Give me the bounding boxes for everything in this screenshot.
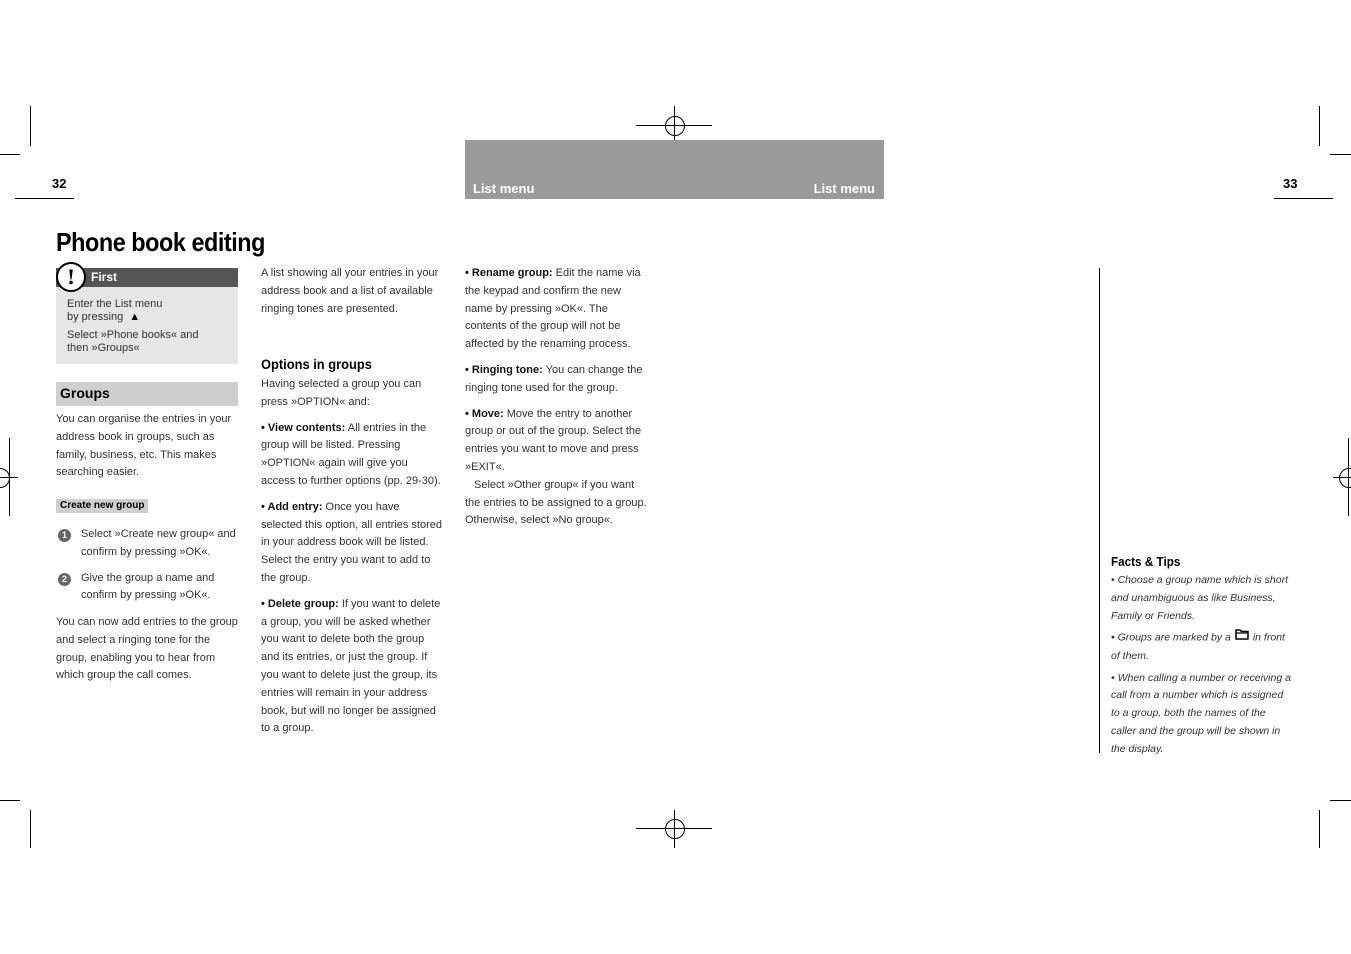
option-term: • View contents: <box>261 421 346 434</box>
groups-after <box>56 614 240 693</box>
options-intro: Having selected a group you can press »OPTION« and: <box>261 378 422 408</box>
tip-item <box>1111 629 1291 665</box>
up-arrow-key-icon: ▲ <box>129 311 141 323</box>
list-item <box>261 596 443 738</box>
sidebar-divider <box>1099 268 1100 753</box>
option-text: Move the entry to another group or out of the group. Select the entries you want to move and press »EXIT«. <box>465 407 642 473</box>
list-intro <box>261 265 443 326</box>
options-heading: Options in groups <box>261 356 372 372</box>
first-label: First <box>91 270 118 284</box>
first-box-header <box>56 265 238 289</box>
step-number-badge: 1 <box>58 529 71 542</box>
groups-heading: Groups <box>60 385 110 401</box>
groups-intro <box>56 411 240 490</box>
page-number-left: 32 <box>52 176 67 191</box>
section-label-left: List menu <box>473 181 535 196</box>
first-line1: Enter the List menu <box>67 298 163 310</box>
page-number-right: 33 <box>1283 176 1298 191</box>
first-box <box>56 265 238 364</box>
step-number-badge: 2 <box>58 573 71 586</box>
tip-text: in front of them. <box>1111 632 1285 662</box>
section-label-right: List menu <box>813 181 875 196</box>
tip-item: • Choose a group name which is short and unambiguous as like Business, Family or Friends. <box>1111 574 1289 622</box>
groups-heading-bar <box>56 382 238 406</box>
list-item <box>261 499 443 588</box>
first-line4: then »Groups« <box>67 342 140 354</box>
tip-item: • When calling a number or receiving a call from a number which is assigned to a group, both the names of the caller and the group will be shown in the display. <box>1111 671 1291 755</box>
create-group-steps <box>56 526 240 613</box>
step-text: Select »Create new group« and confirm by pressing »OK«. <box>81 528 236 558</box>
first-box-body <box>67 298 232 360</box>
list-item <box>56 570 240 606</box>
option-term: • Rename group: <box>465 267 553 279</box>
list-intro-text: A list showing all your entries in your address book and a list of available ringing tones are presented. <box>261 267 439 315</box>
option-text: If you want to delete a group, you will be asked whether you want to delete both the group and its entries, or just the group. If you want to delete just the group, its entries will remain in your address book, but will no longer be assigned to a group. <box>261 597 441 735</box>
facts-tips <box>1111 572 1291 763</box>
option-text: All entries in the group will be listed. Pressing »OPTION« again will give you access to further options (pp. 29-30). <box>261 421 441 487</box>
section-header-bar <box>465 140 884 199</box>
page-title: Phone book editing <box>56 227 265 257</box>
list-item <box>465 362 649 398</box>
move-extra-text: Select »Other group« if you want the entries to be assigned to a group. Otherwise, select »No group«. <box>465 478 647 527</box>
facts-tips-heading: Facts & Tips <box>1111 554 1181 569</box>
step-text: Give the group a name and confirm by pressing »OK«. <box>81 571 215 602</box>
option-text: Once you have selected this option, all entries stored in your address book will be listed. Select the entry you want to add to the group. <box>261 500 442 584</box>
first-line2: by pressing <box>67 311 124 323</box>
option-text: Edit the name via the keypad and confirm the new name by pressing »OK«. The contents of the group will not be affected by the renaming process. <box>465 267 641 351</box>
option-term: • Ringing tone: <box>465 363 543 376</box>
option-term: • Delete group: <box>261 597 339 610</box>
list-item <box>465 265 649 354</box>
exclamation-icon: ! <box>56 262 86 292</box>
first-line3: Select »Phone books« and <box>67 329 199 341</box>
tip-text: • Groups are marked by a <box>1111 632 1231 645</box>
option-text: You can change the ringing tone used for the group. <box>465 363 643 394</box>
groups-intro-text: You can organise the entries in your address book in groups, such as family, business, etc. This makes searching easier. <box>56 413 232 479</box>
option-term: • Add entry: <box>261 500 323 513</box>
folder-icon <box>1235 629 1249 647</box>
create-new-group-label: Create new group <box>56 499 148 513</box>
list-item <box>56 526 240 562</box>
list-item <box>465 406 649 477</box>
option-term: • Move: <box>465 407 504 420</box>
list-item <box>261 420 443 491</box>
options-list-continued <box>465 265 649 538</box>
groups-after-text: You can now add entries to the group and select a ringing tone for the group, enabling you to hear from which group the call comes. <box>56 616 238 682</box>
options-list <box>261 376 443 746</box>
